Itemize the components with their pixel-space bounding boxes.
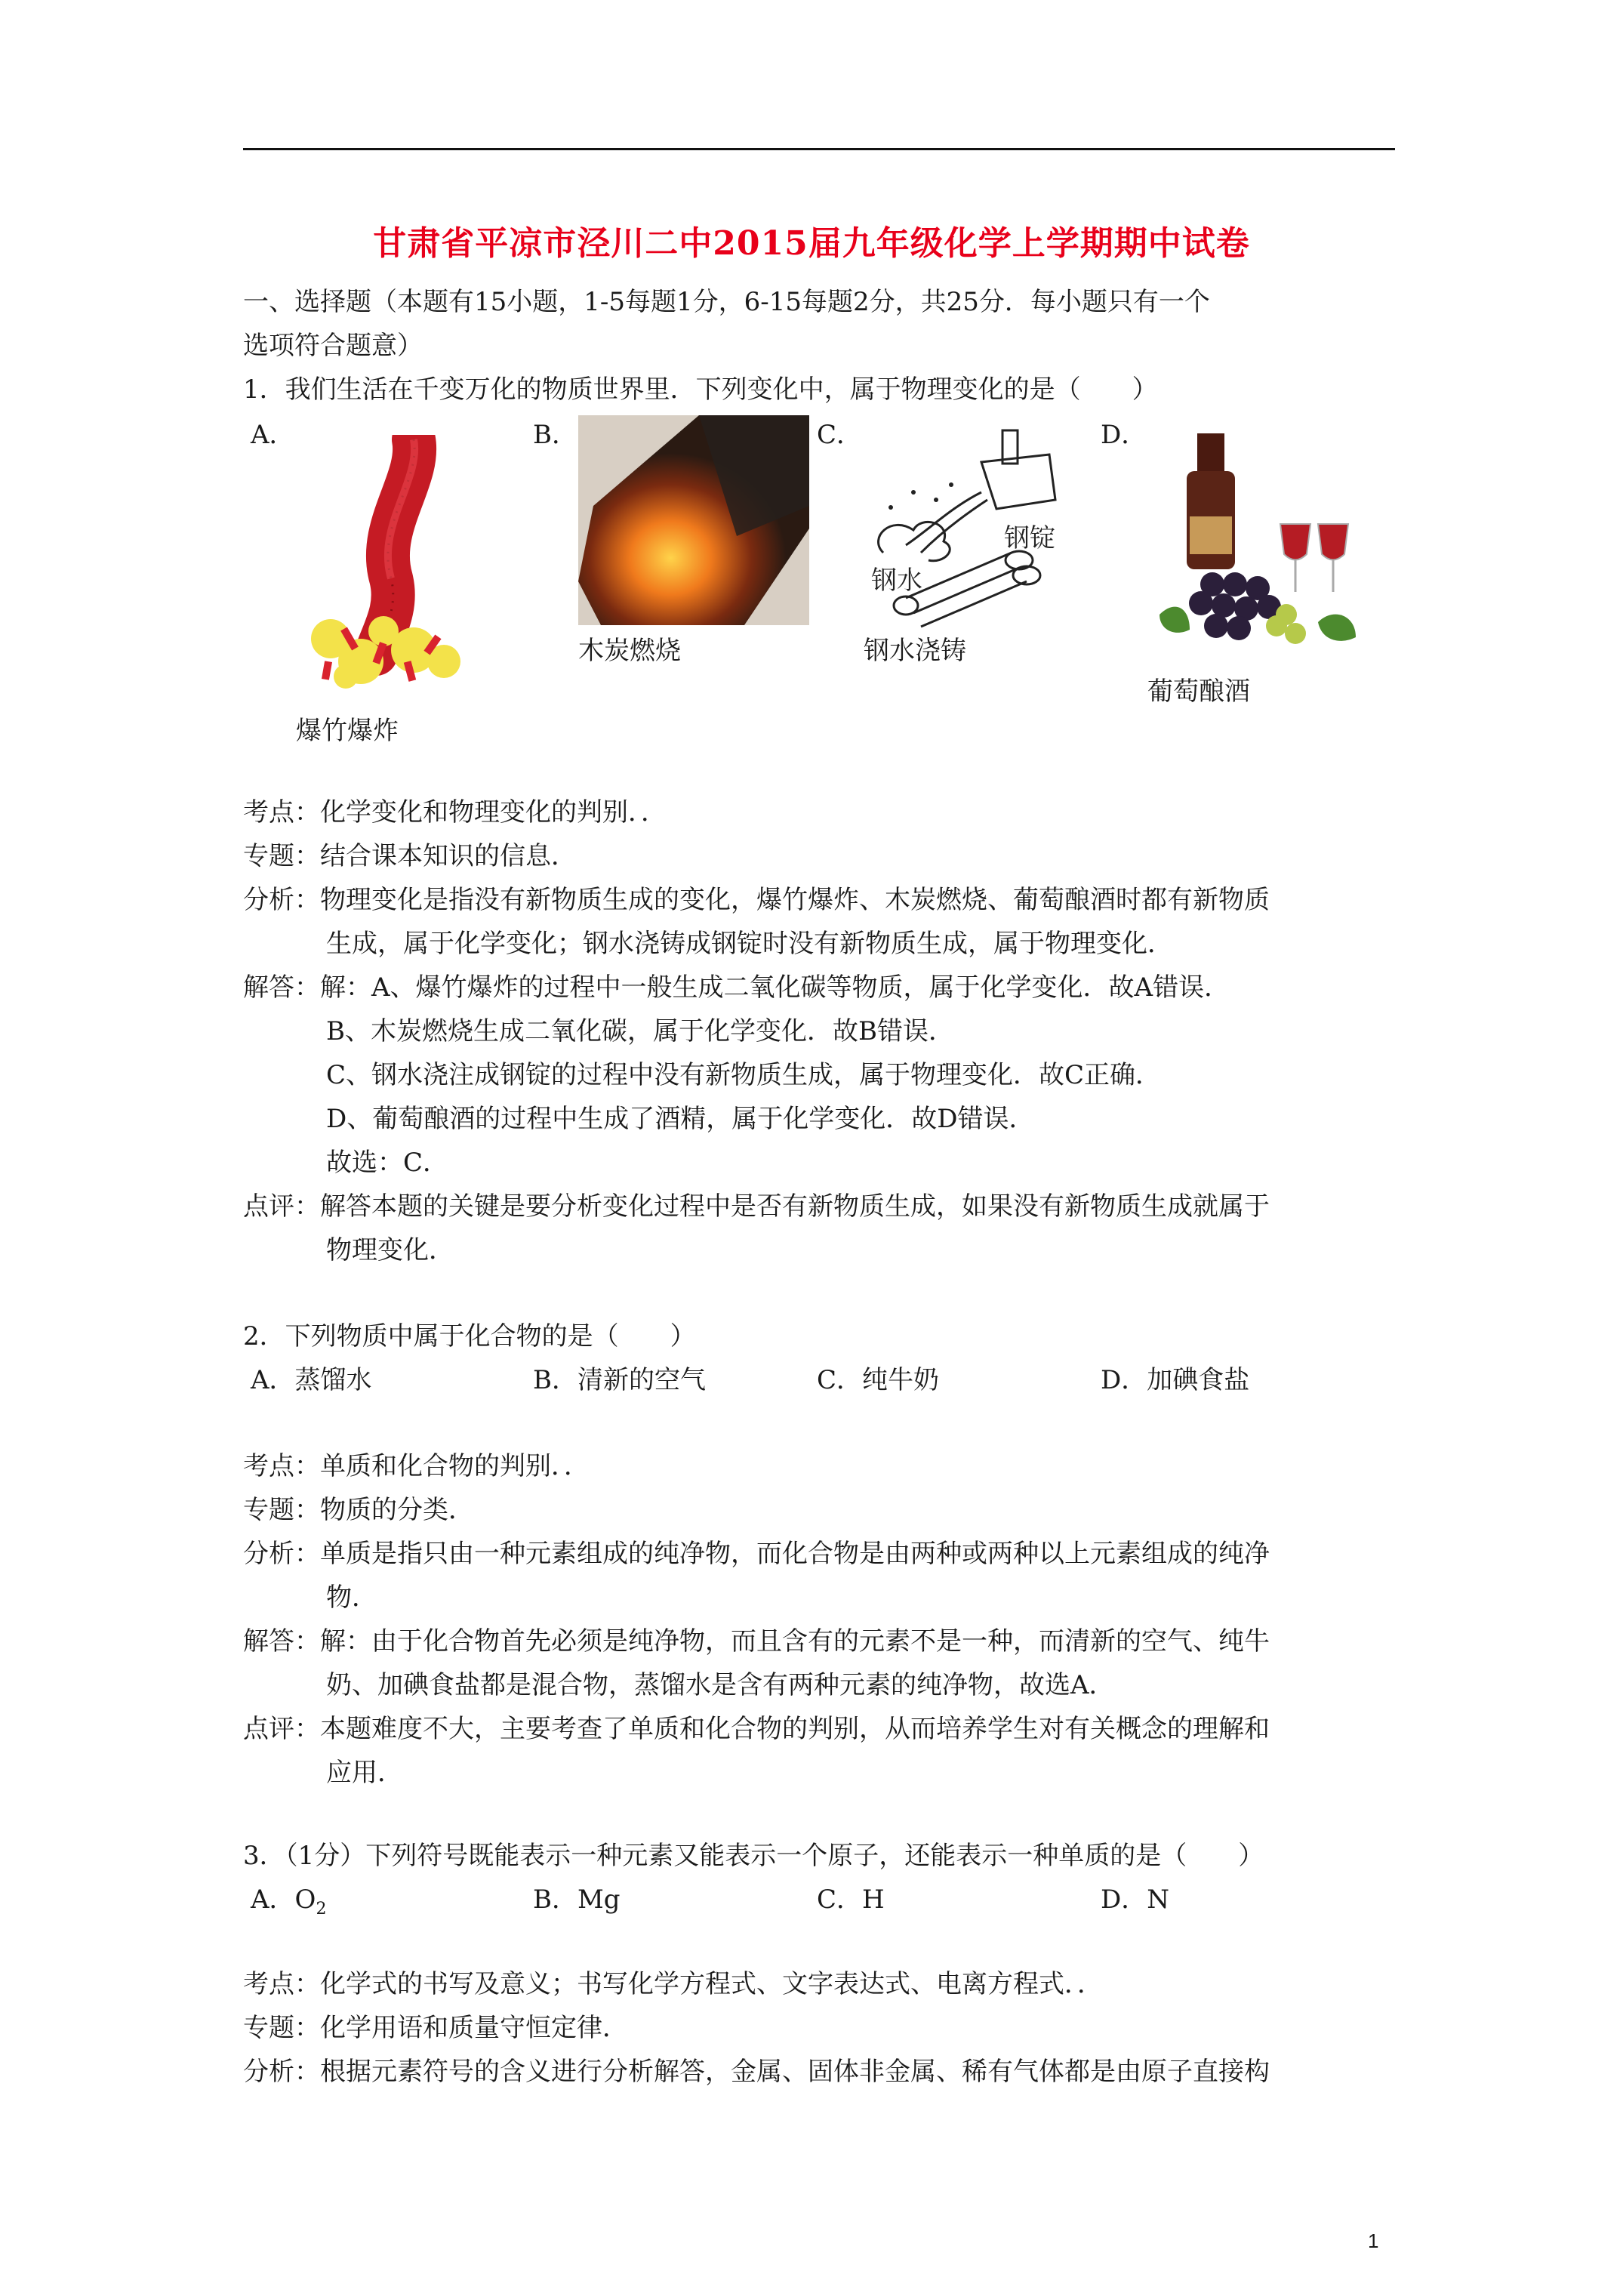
firecracker-image bbox=[300, 435, 467, 692]
wine-grapes-image bbox=[1144, 433, 1363, 652]
q1-option-a-caption: 爆竹爆炸 bbox=[296, 716, 399, 746]
q1-jieda-2: B、木炭燃烧生成二氧化碳，属于化学变化．故B错误． bbox=[326, 1016, 954, 1046]
section-heading-cont: 选项符合题意） bbox=[243, 331, 423, 361]
section-heading: 一、选择题（本题有15小题，1-5每题1分，6-15每题2分，共25分．每小题只有一个 bbox=[243, 287, 1210, 317]
q1-jieda-1: 解答：解：A、爆竹爆炸的过程中一般生成二氧化碳等物质，属于化学变化．故A错误． bbox=[243, 972, 1230, 1003]
q1-option-d-caption: 葡萄酿酒 bbox=[1147, 676, 1250, 707]
steel-casting-image bbox=[861, 424, 1079, 628]
q3-option-b: B．Mg bbox=[533, 1885, 621, 1915]
q2-dianping-2: 应用． bbox=[326, 1758, 403, 1788]
q1-fenxi-2: 生成，属于化学变化；钢水浇铸成钢锭时没有新物质生成，属于物理变化． bbox=[326, 929, 1173, 959]
q2-option-d: D．加碘食盐 bbox=[1101, 1365, 1250, 1395]
q1-zhuanti: 专题：结合课本知识的信息． bbox=[243, 841, 577, 871]
q3-fenxi-1: 分析：根据元素符号的含义进行分析解答，金属、固体非金属、稀有气体都是由原子直接构 bbox=[243, 2057, 1270, 2087]
q2-option-c: C．纯牛奶 bbox=[817, 1365, 940, 1395]
q3-zhuanti: 专题：化学用语和质量守恒定律． bbox=[243, 2013, 628, 2043]
q2-zhuanti: 专题：物质的分类． bbox=[243, 1495, 474, 1525]
q3-option-a-text: A．O bbox=[251, 1885, 316, 1915]
q1-dianping-1: 点评：解答本题的关键是要分析变化过程中是否有新物质生成，如果没有新物质生成就属于 bbox=[243, 1191, 1270, 1222]
page-number: 1 bbox=[1368, 2230, 1379, 2252]
q1-jieda-3: C、钢水浇注成钢锭的过程中没有新物质生成，属于物理变化．故C正确． bbox=[326, 1060, 1162, 1090]
charcoal-image bbox=[578, 415, 809, 625]
q1-fenxi-1: 分析：物理变化是指没有新物质生成的变化，爆竹爆炸、木炭燃烧、葡萄酿酒时都有新物质 bbox=[243, 885, 1270, 915]
q2-kaodian: 考点：单质和化合物的判别．． bbox=[243, 1451, 590, 1481]
q3-option-d: D．N bbox=[1101, 1885, 1170, 1915]
q2-option-a: A．蒸馏水 bbox=[251, 1365, 372, 1395]
q2-stem: 2．下列物质中属于化合物的是（ ） bbox=[243, 1321, 696, 1351]
q2-fenxi-1: 分析：单质是指只由一种元素组成的纯净物，而化合物是由两种或两种以上元素组成的纯净 bbox=[243, 1539, 1270, 1569]
q1-option-d-label: D． bbox=[1101, 420, 1147, 450]
page-title: 甘肃省平凉市泾川二中2015届九年级化学上学期期中试卷 bbox=[373, 224, 1250, 263]
header-rule bbox=[243, 148, 1395, 150]
q3-stem: 3．（1分）下列符号既能表示一种元素又能表示一个原子，还能表示一种单质的是（ ） bbox=[243, 1841, 1264, 1871]
q1-option-b-caption: 木炭燃烧 bbox=[578, 636, 681, 666]
q1-kaodian: 考点：化学变化和物理变化的判别．． bbox=[243, 797, 667, 827]
q2-jieda-2: 奶、加碘食盐都是混合物，蒸馏水是含有两种元素的纯净物，故选A． bbox=[326, 1670, 1115, 1700]
q3-kaodian: 考点：化学式的书写及意义；书写化学方程式、文字表达式、电离方程式．． bbox=[243, 1969, 1103, 1999]
q3-option-a-subscript: 2 bbox=[316, 1899, 327, 1918]
q1-jieda-4: D、葡萄酿酒的过程中生成了酒精，属于化学变化．故D错误． bbox=[326, 1104, 1035, 1134]
q2-option-b: B．清新的空气 bbox=[533, 1365, 706, 1395]
steel-water-label: 钢水 bbox=[871, 566, 922, 596]
q3-option-c: C．H bbox=[817, 1885, 885, 1915]
q2-fenxi-2: 物． bbox=[326, 1583, 377, 1613]
q3-option-a bbox=[251, 1878, 326, 1931]
q1-option-c-caption: 钢水浇铸 bbox=[864, 636, 966, 666]
q1-jieda-5: 故选：C． bbox=[326, 1148, 449, 1178]
steel-ingot-label: 钢锭 bbox=[1004, 523, 1055, 553]
q1-dianping-2: 物理变化． bbox=[326, 1235, 454, 1265]
q1-stem: 1．我们生活在千变万化的物质世界里．下列变化中，属于物理变化的是（ ） bbox=[243, 374, 1158, 405]
q1-option-b-label: B． bbox=[533, 420, 577, 450]
q1-option-c-label: C． bbox=[817, 420, 863, 450]
q2-jieda-1: 解答：解：由于化合物首先必须是纯净物，而且含有的元素不是一种，而清新的空气、纯牛 bbox=[243, 1626, 1270, 1657]
q1-option-a-label: A． bbox=[251, 420, 295, 450]
q2-dianping-1: 点评：本题难度不大，主要考查了单质和化合物的判别，从而培养学生对有关概念的理解和 bbox=[243, 1714, 1270, 1744]
